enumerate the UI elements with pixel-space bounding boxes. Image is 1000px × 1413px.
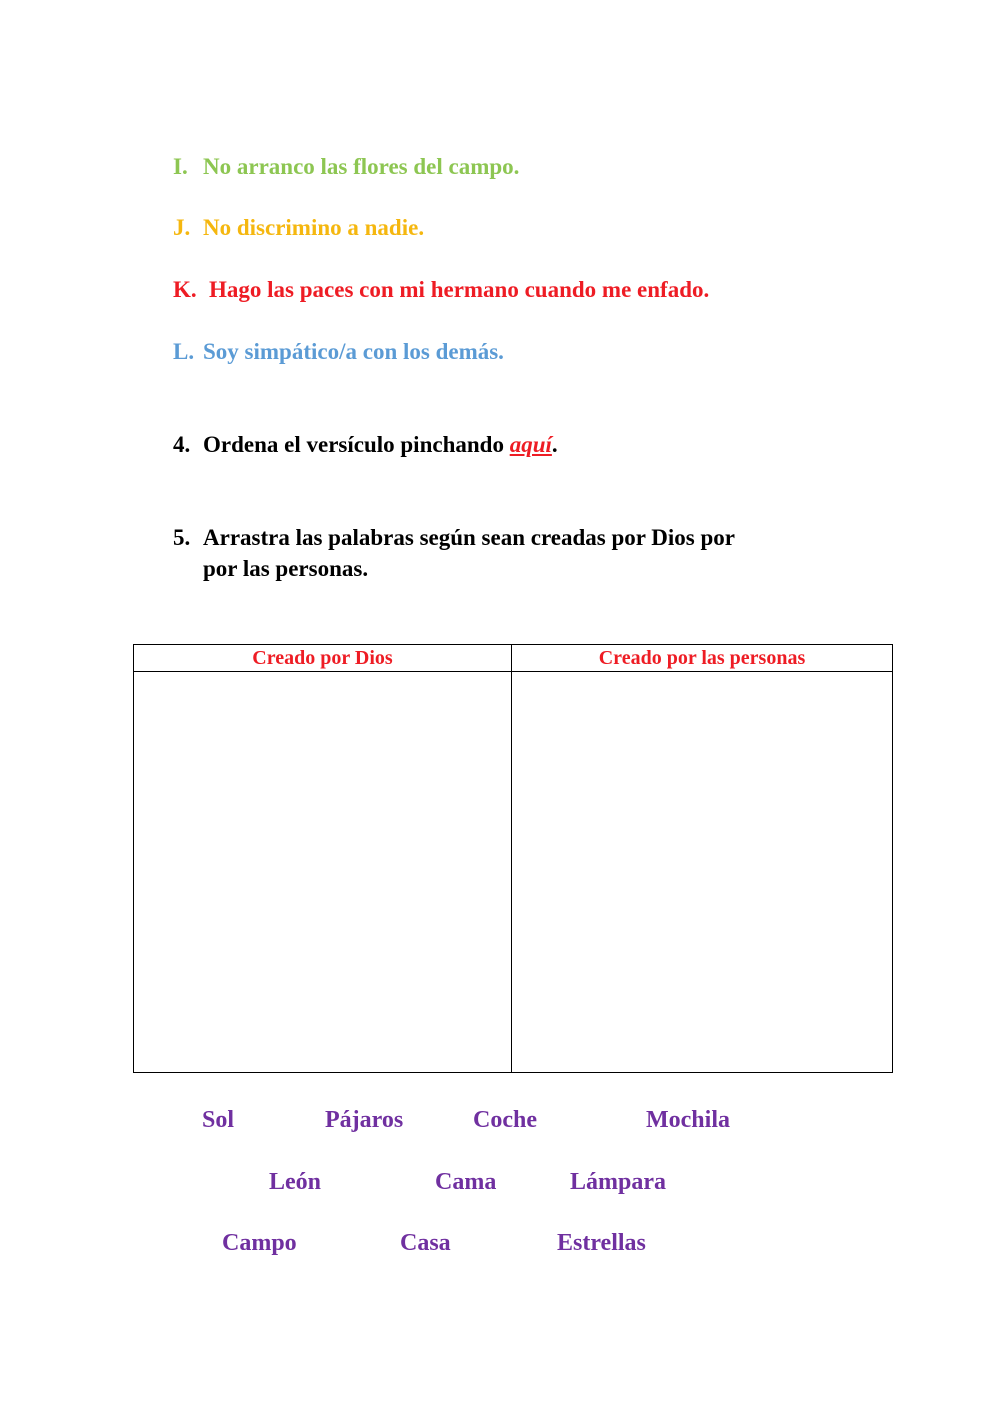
question-text: Ordena el versículo pinchando xyxy=(203,432,510,457)
sorting-table xyxy=(133,644,893,1073)
rule-text: Soy simpático/a con los demás. xyxy=(203,339,504,364)
word-leon[interactable]: León xyxy=(269,1169,322,1195)
word-lampara[interactable]: Lámpara xyxy=(570,1169,666,1195)
word-sol[interactable]: Sol xyxy=(202,1107,235,1133)
word-pajaros[interactable]: Pájaros xyxy=(325,1107,404,1133)
rule-text: No arranco las flores del campo. xyxy=(203,154,520,179)
question-number: 5. xyxy=(173,525,191,550)
question-text: Arrastra las palabras según sean creadas por Dios por xyxy=(203,525,735,550)
rule-item-j xyxy=(173,214,424,242)
word-estrellas[interactable]: Estrellas xyxy=(557,1230,646,1256)
word-coche[interactable]: Coche xyxy=(473,1107,537,1133)
question-5 xyxy=(173,522,735,584)
rule-marker: I. xyxy=(173,154,188,179)
question-5-line-2: por las personas. xyxy=(203,556,369,581)
aqui-link[interactable]: aquí xyxy=(509,432,552,457)
rule-item-i xyxy=(173,153,519,181)
rule-item-l xyxy=(173,338,504,366)
word-mochila[interactable]: Mochila xyxy=(646,1107,730,1133)
drop-zone-dios[interactable] xyxy=(134,672,512,1073)
word-cama[interactable]: Cama xyxy=(435,1169,497,1195)
drop-zone-personas[interactable] xyxy=(512,672,893,1073)
rule-text: Hago las paces con mi hermano cuando me enfado. xyxy=(209,277,710,302)
rule-marker: J. xyxy=(173,215,191,240)
rule-item-k xyxy=(173,276,709,304)
question-5-line-1 xyxy=(173,522,735,553)
rule-marker: L. xyxy=(173,339,195,364)
question-number: 4. xyxy=(173,432,191,457)
rule-text: No discrimino a nadie. xyxy=(203,215,425,240)
rule-marker: K. xyxy=(173,277,197,302)
header-creado-por-dios: Creado por Dios xyxy=(134,645,512,672)
word-casa[interactable]: Casa xyxy=(400,1230,451,1256)
question-suffix: . xyxy=(551,432,558,457)
header-creado-por-personas: Creado por las personas xyxy=(512,645,893,672)
question-4 xyxy=(173,431,558,459)
word-campo[interactable]: Campo xyxy=(222,1230,297,1256)
